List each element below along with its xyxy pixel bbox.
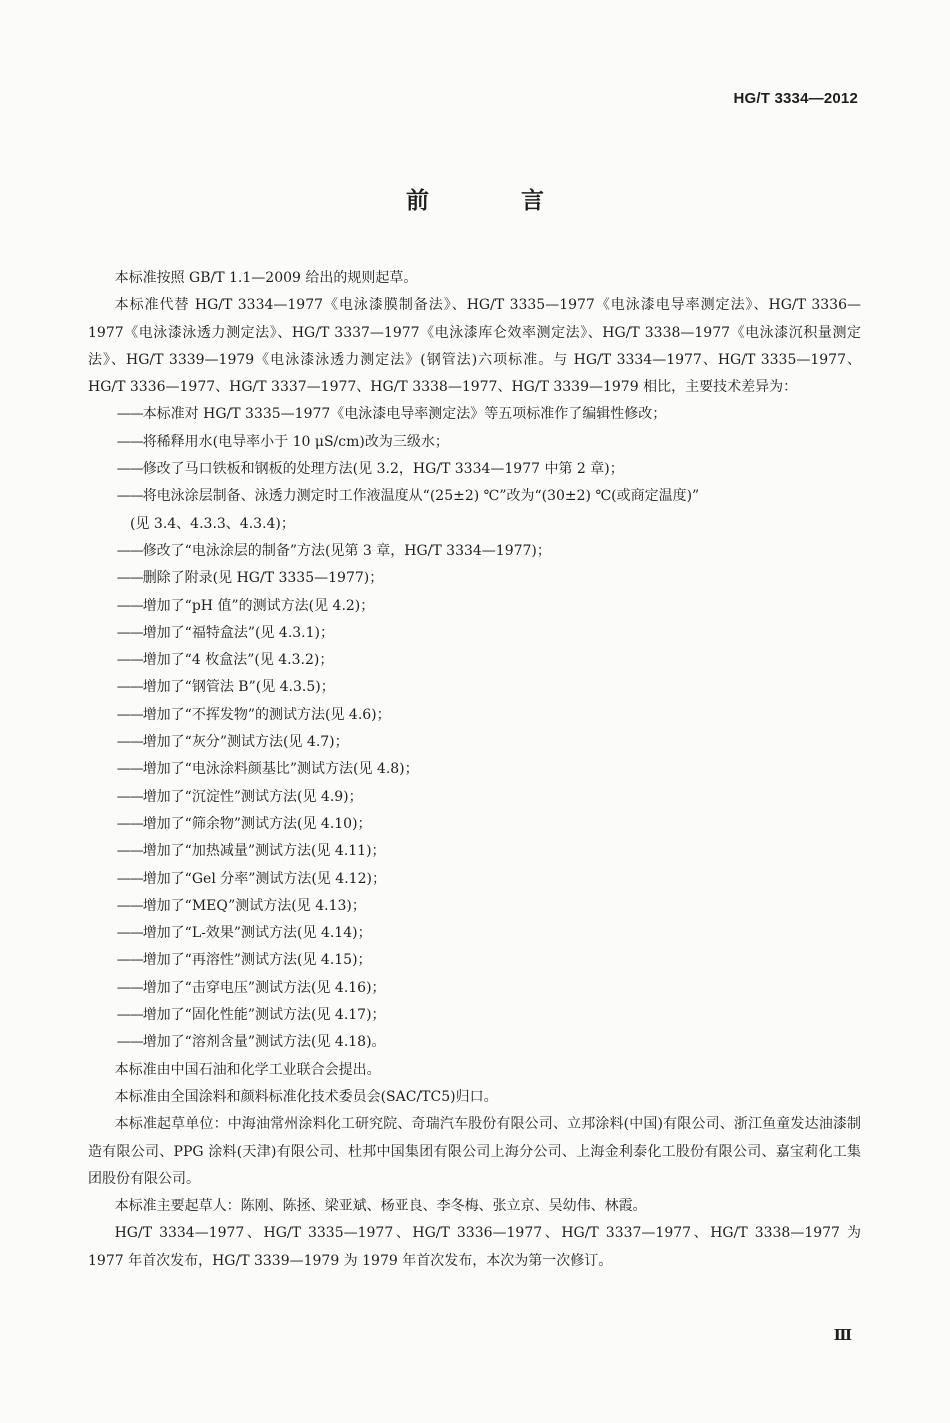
list-item-continuation: (见 3.4、4.3.3、4.3.4)；: [130, 515, 295, 532]
list-item: ——增加了“pH 值”的测试方法(见 4.2)；: [116, 597, 375, 614]
list-item: ——增加了“福特盒法”(见 4.3.1)；: [116, 624, 334, 641]
list-item: ——修改了“电泳涂层的制备”方法(见第 3 章，HG/T 3334—1977)；: [116, 542, 551, 559]
list-item: ——增加了“L-效果”测试方法(见 4.14)；: [116, 925, 372, 942]
list-item: ——删除了附录(见 HG/T 3335—1977)；: [116, 570, 384, 587]
list-item: ——增加了“灰分”测试方法(见 4.7)；: [116, 734, 349, 751]
list-item: ——增加了“溶剂含量”测试方法(见 4.18)。: [116, 1034, 386, 1051]
page-number: Ⅲ: [833, 1326, 852, 1344]
list-item: ——增加了“筛余物”测试方法(见 4.10)；: [116, 815, 372, 832]
changes-list: [88, 401, 861, 1056]
list-item: ——增加了“4 枚盒法”(见 4.3.2)；: [116, 652, 334, 669]
list-item: ——将电泳涂层制备、泳透力测定时工作液温度从“(25±2) ℃”改为“(30±2) ℃(或商定温度)”: [116, 488, 700, 505]
foreword-body: [88, 265, 861, 1275]
list-item: ——增加了“MEQ”测试方法(见 4.13)；: [116, 897, 366, 914]
drafting-units-paragraph: 本标准起草单位：中海油常州涂料化工研究院、奇瑞汽车股份有限公司、立邦涂料(中国)有限公司、浙江鱼童发达油漆制造有限公司、PPG 涂料(天津)有限公司、杜邦中国集团有限公司上海分公司、上海金利泰化工股份有限公司、嘉宝莉化工集团股份有限公司。: [88, 1116, 861, 1187]
list-item: ——修改了马口铁板和钢板的处理方法(见 3.2，HG/T 3334—1977 中第 2 章)；: [116, 461, 624, 478]
intro-paragraph: 本标准按照 GB/T 1.1—2009 给出的规则起草。: [114, 270, 418, 286]
list-item: ——增加了“沉淀性”测试方法(见 4.9)；: [116, 788, 363, 805]
intro-paragraph: 本标准代替 HG/T 3334—1977《电泳漆膜制备法》、HG/T 3335—1977《电泳漆电导率测定法》、HG/T 3336—1977《电泳漆泳透力测定法》、HG/T 3337—1977《电泳漆库仑效率测定法》、HG/T 3338—1977《电泳漆沉积量测定法》、HG/T 3339—1979《电泳漆泳透力测定法》(钢管法)六项标准。与 HG/T 3334—1977、HG/T 3335—1977、HG/T 3336—1977、HG/T 3337—1977、HG/T 3338—1977、HG/T 3339—1979 相比，主要技术差异为：: [88, 297, 861, 396]
list-item: ——增加了“再溶性”测试方法(见 4.15)；: [116, 952, 372, 969]
list-item: ——将稀释用水(电导率小于 10 μS/cm)改为三级水；: [116, 433, 449, 450]
committee-paragraph: 本标准由全国涂料和颜料标准化技术委员会(SAC/TC5)归口。: [114, 1088, 498, 1105]
list-item: ——增加了“钢管法 B”(见 4.3.5)；: [116, 679, 335, 696]
history-paragraph: HG/T 3334—1977、HG/T 3335—1977、HG/T 3336—1977、HG/T 3337—1977、HG/T 3338—1977 为 1977 年首次发布，HG/T 3339—1979 为 1979 年首次发布，本次为第一次修订。: [88, 1225, 861, 1269]
list-item: ——增加了“电泳涂料颜基比”测试方法(见 4.8)；: [116, 761, 419, 778]
page-title: 前 言: [405, 188, 586, 214]
list-item: ——增加了“固化性能”测试方法(见 4.17)；: [116, 1007, 386, 1024]
list-item: ——增加了“不挥发物”的测试方法(见 4.6)；: [116, 706, 391, 723]
list-item: ——增加了“击穿电压”测试方法(见 4.16)；: [116, 979, 386, 996]
drafters-paragraph: 本标准主要起草人：陈刚、陈拯、梁亚斌、杨亚良、李冬梅、张立京、吴幼伟、林霞。: [114, 1198, 647, 1215]
list-item: ——增加了“加热减量”测试方法(见 4.11)；: [116, 843, 386, 860]
proposer-paragraph: 本标准由中国石油和化学工业联合会提出。: [114, 1061, 381, 1078]
standard-code: HG/T 3334—2012: [733, 90, 858, 107]
list-item: ——增加了“Gel 分率”测试方法(见 4.12)；: [116, 870, 386, 887]
list-item: ——本标准对 HG/T 3335—1977《电泳漆电导率测定法》等五项标准作了编辑性修改；: [116, 406, 667, 423]
